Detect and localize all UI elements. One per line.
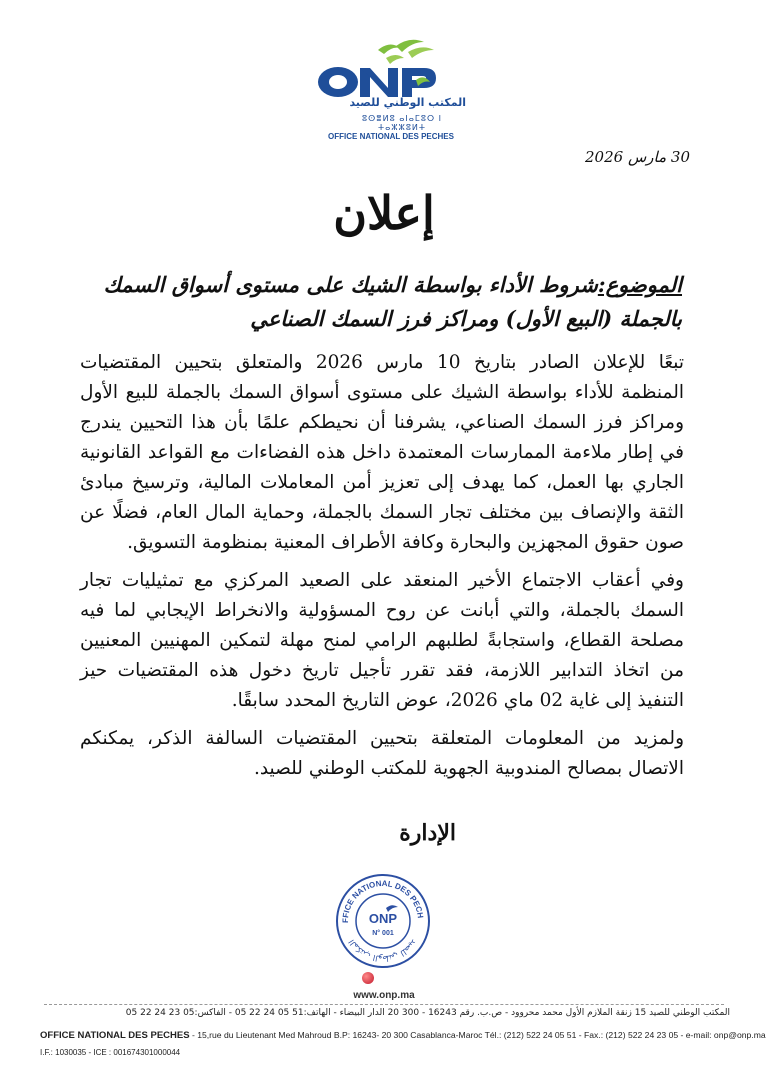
document-date: 30 مارس 2026 [585, 148, 690, 166]
document-body [80, 348, 684, 792]
subject-line-1: شروط الأداء بواسطة الشيك على مستوى أسواق السمك [103, 272, 598, 297]
body-paragraph-2: وفي أعقاب الاجتماع الأخير المنعقد على الصعيد المركزي مع تمثيليات تجار السمك بالجملة، والتي أبانت عن روح المسؤولية والانخراط الإيجابي لما فيه مصلحة القطاع، واستجابةً لطلبهم الرامي لمنح مهلة لتمكين المهنيين المعنيين من اتخاذ التدابير اللازمة، فقد تقرر تأجيل تاريخ دخول هذه المقتضيات حيز التنفيذ إلى غاية 02 ماي 2026، عوض التاريخ المحدد سابقًا. [80, 570, 684, 711]
document-title: إعلان [333, 186, 435, 240]
body-paragraph-1: تبعًا للإعلان الصادر بتاريخ 10 مارس 2026 والمتعلق بتحيين المقتضيات المنظمة للأداء بواسطة الشيك على مستوى أسواق السمك بالجملة للبيع الأول ومراكز فرز السمك الصناعي، يشرفنا أن نحيطكم علمًا بأن هذا التحيين يندرج في إطار ملاءمة الممارسات المعتمدة داخل هذه الفضاءات مع القواعد القانونية الجاري بها العمل، كما يهدف إلى تعزيز أمن المعاملات المالية، وترسيخ مبادئ الثقة والإنصاف بين مختلف تجار السمك بالجملة، وحماية المال العام، فضلًا عن صون حقوق المجهزين والبحارة وكافة الأطراف المعنية بمنظومة التسويق. [80, 352, 684, 553]
stamp-ring-text-ar: المكتب الوطني للصيد [347, 937, 419, 964]
stamp-number: N° 001 [372, 930, 394, 937]
footer-website[interactable]: www.onp.ma [353, 990, 415, 1001]
signature-label: الإدارة [399, 820, 456, 846]
footer-org-name: OFFICE NATIONAL DES PECHES [40, 1030, 190, 1041]
footer-identifiers: I.F.: 1030035 - ICE : 001674301000044 [40, 1048, 181, 1057]
logo-arabic-name: المكتب الوطني للصيد [349, 96, 466, 109]
footer-divider [44, 1004, 724, 1005]
stamp-ring-text-fr: FFICE NATIONAL DES PECH [340, 878, 425, 923]
subject-line-2: بالجملة (البيع الأول) ومراكز فرز السمك الصناعي [250, 306, 682, 331]
onp-logo [300, 36, 470, 148]
footer-dot-icon [362, 972, 374, 984]
logo-tifinagh-name: ⵓⵙⴻⵍⵓ ⴰⵏⴰⵎⵓⵔ ⵏ ⵜⴰⵣⵣⵓⵍⵜ [362, 114, 442, 132]
subject-label: الموضوع: [597, 272, 682, 297]
official-stamp [334, 872, 432, 970]
footer-address-arabic: المكتب الوطني للصيد 15 زنقة الملازم الأول محمد محروود - ص.ب. رقم 16243 - 300 20 الدار البيضاء - الهاتف:51 05 24 22 05 - الفاكس:05 23 24 22 05 [125, 1008, 730, 1018]
footer-address-french [40, 1030, 766, 1041]
body-paragraph-3: ولمزيد من المعلومات المتعلقة بتحيين المقتضيات السالفة الذكر، يمكنكم الاتصال بمصالح المندوبية الجهوية للمكتب الوطني للصيد. [80, 728, 684, 779]
stamp-graphic [334, 872, 432, 970]
footer-address-line: - 15,rue du Lieutenant Med Mahroud B.P: 16243- 20 300 Casablanca-Maroc Tél.: (212) 522 24 05 51 - Fax.: (212) 522 24 23 05 - e-mail: onp@onp.ma [189, 1030, 766, 1040]
logo-french-name: OFFICE NATIONAL DES PECHES [328, 132, 454, 141]
stamp-center-text: ONP [368, 911, 398, 926]
subject-block [82, 268, 682, 336]
